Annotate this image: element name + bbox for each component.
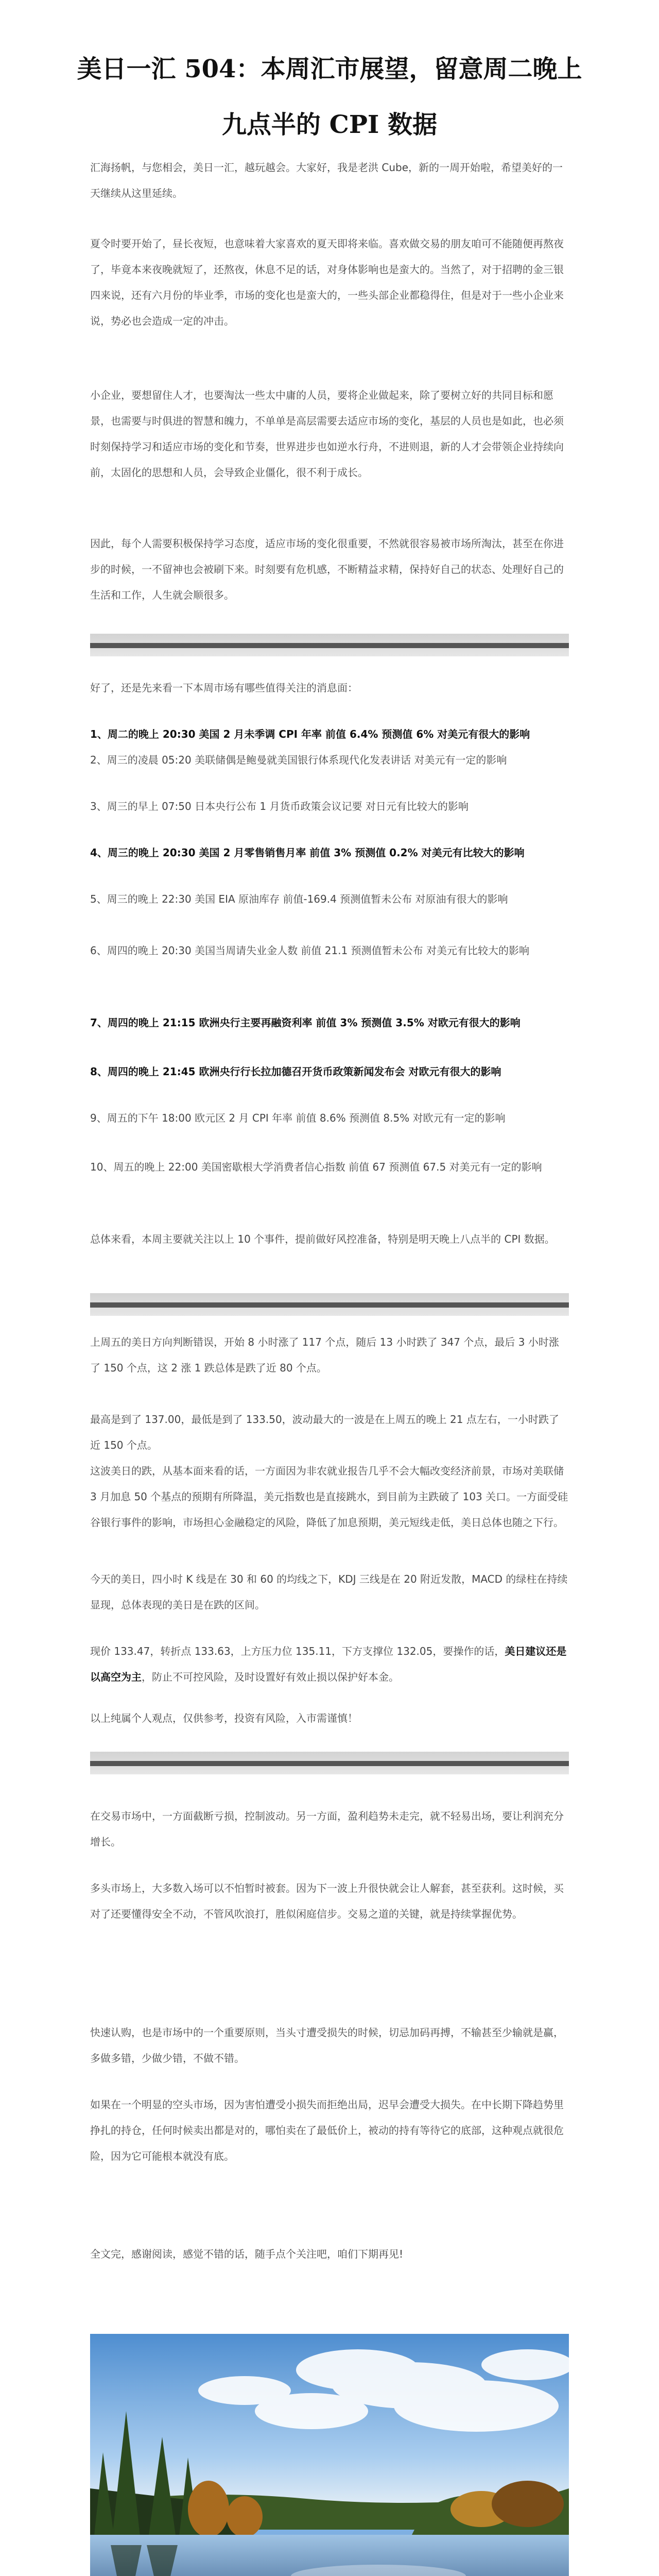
event-item-3: 3、周三的早上 07:50 日本央行公布 1 月货币政策会议记要 对日元有比较大的影响	[90, 800, 469, 812]
analysis-paragraph-3: 这波美日的跌，从基本面来看的话，一方面因为非农就业报告几乎不会大幅改变经济前景，市场对美联储 3 月加息 50 个基点的预期有所降温，美元指数也是直接跳水，到目前为主跌破了 103 关口。一方面受硅谷银行事件的影响，市场担心金融稳定的风险，降低了加息预期，美元短线走低，美日总体也随之下行。	[90, 1465, 568, 1529]
landscape-illustration	[90, 2334, 569, 2576]
price-paragraph	[90, 1638, 569, 1690]
events-summary: 总体来看，本周主要就关注以上 10 个事件，提前做好风控准备，特别是明天晚上八点半的 CPI 数据。	[90, 1233, 555, 1245]
analysis-paragraph-2: 最高是到了 137.00，最低是到了 133.50，波动最大的一波是在上周五的晚上 21 点左右，一小时跌了近 150 个点。	[90, 1413, 559, 1451]
events-intro: 好了，还是先来看一下本周市场有哪些值得关注的消息面：	[90, 682, 358, 694]
closing-paragraph-4: 如果在一个明显的空头市场，因为害怕遭受小损失而拒绝出局，迟早会遭受大损失。在中长期下降趋势里挣扎的持仓，任何时候卖出都是对的，哪怕卖在了最低价上，被动的持有等待它的底部，这种观点就很危险，因为它可能根本就没有底。	[90, 2098, 564, 2162]
analysis-paragraph-4: 今天的美日，四小时 K 线是在 30 和 60 的均线之下，KDJ 三线是在 20 附近发散，MACD 的绿柱在持续显现，总体表现的美日是在跌的区间。	[90, 1573, 568, 1611]
event-item-2: 2、周三的凌晨 05:20 美联储偶是鲍曼就美国银行体系现代化发表讲话 对美元有一定的影响	[90, 754, 507, 766]
event-item-9: 9、周五的下午 18:00 欧元区 2 月 CPI 年率 前值 8.6% 预测值 8.5% 对欧元有一定的影响	[90, 1112, 506, 1124]
article-title: 美日一汇 504：本周汇市展望，留意周二晚上九点半的 CPI 数据	[77, 55, 582, 139]
intro-paragraph-1: 汇海扬帆，与您相会，美日一汇，越玩越会。大家好，我是老洪 Cube，新的一周开始啦，希望美好的一天继续从这里延续。	[90, 161, 563, 199]
event-item-5: 5、周三的晚上 22:30 美国 EIA 原油库存 前值-169.4 预测值暂未公布 对原油有很大的影响	[90, 893, 508, 905]
closing-paragraph-2: 多头市场上，大多数入场可以不怕暂时被套。因为下一波上升很快就会让人解套，甚至获利。这时候，买对了还要懂得安全不动，不管风吹浪打，胜似闲庭信步。交易之道的关键，就是持续掌握优势。	[90, 1882, 564, 1920]
section-divider-1	[90, 634, 569, 656]
analysis-paragraph-1: 上周五的美日方向判断错误，开始 8 小时涨了 117 个点，随后 13 小时跌了 347 个点，最后 3 小时涨了 150 个点，这 2 涨 1 跌总体是跌了近 80 个点。	[90, 1336, 559, 1374]
section-divider-3	[90, 1752, 569, 1774]
final-line: 全文完，感谢阅读，感觉不错的话，随手点个关注吧，咱们下期再见!	[90, 2248, 404, 2260]
landscape-image	[90, 2334, 569, 2576]
intro-paragraph-3: 小企业，要想留住人才，也要淘汰一些太中庸的人员，要将企业做起来，除了要树立好的共同目标和愿景，也需要与时俱进的智慧和魄力，不单单是高层需要去适应市场的变化，基层的人员也是如此，也必须时刻保持学习和适应市场的变化和节奏，世界进步也如逆水行舟，不进则退，新的人才会带领企业持续向前，太固化的思想和人员，会导致企业僵化，很不利于成长。	[90, 389, 564, 479]
intro-paragraph-4: 因此，每个人需要积极保持学习态度，适应市场的变化很重要，不然就很容易被市场所淘汰，甚至在你进步的时候，一不留神也会被刷下来。时刻要有危机感，不断精益求精，保持好自己的状态、处理好自己的生活和工作，人生就会顺很多。	[90, 537, 564, 601]
intro-paragraph-2: 夏令时要开始了，昼长夜短，也意味着大家喜欢的夏天即将来临。喜欢做交易的朋友咱可不能随便再熬夜了，毕竟本来夜晚就短了，还熬夜，休息不足的话，对身体影响也是蛮大的。当然了，对于招聘的金三银四来说，还有六月份的毕业季，市场的变化也是蛮大的，一些头部企业都稳得住，但是对于一些小企业来说，势必也会造成一定的冲击。	[90, 238, 564, 327]
event-item-7: 7、周四的晚上 21:15 欧洲央行主要再融资利率 前值 3% 预测值 3.5% 对欧元有很大的影响	[90, 1016, 521, 1029]
closing-paragraph-3: 快速认购，也是市场中的一个重要原则，当头寸遭受损失的时候，切忌加码再搏，不输甚至少输就是赢，多做多错，少做少错，不做不错。	[90, 2026, 564, 2064]
closing-paragraph-1: 在交易市场中，一方面截断亏损，控制波动。另一方面，盈利趋势未走完，就不轻易出场，要让利润充分增长。	[90, 1810, 564, 1848]
event-item-6: 6、周四的晚上 20:30 美国当周请失业金人数 前值 21.1 预测值暂未公布 对美元有比较大的影响	[90, 944, 530, 957]
event-item-8: 8、周四的晚上 21:45 欧洲央行行长拉加德召开货币政策新闻发布会 对欧元有很大的影响	[90, 1065, 501, 1078]
price-text: 现价 133.47，转折点 133.63，上方压力位 135.11，下方支撑位 132.05，要操作的话，	[90, 1645, 505, 1657]
event-item-1: 1、周二的晚上 20:30 美国 2 月未季调 CPI 年率 前值 6.4% 预测值 6% 对美元有很大的影响	[90, 728, 530, 740]
event-item-10: 10、周五的晚上 22:00 美国密歇根大学消费者信心指数 前值 67 预测值 67.5 对美元有一定的影响	[90, 1161, 542, 1173]
section-divider-2	[90, 1293, 569, 1316]
price-tail: ，防止不可控风险，及时设置好有效止损以保护好本金。	[142, 1671, 399, 1683]
price-recommendation: 美日建议还是以高空为主	[90, 1645, 567, 1683]
disclaimer: 以上纯属个人观点，仅供参考，投资有风险，入市需谨慎！	[90, 1712, 358, 1724]
event-item-4: 4、周三的晚上 20:30 美国 2 月零售销售月率 前值 3% 预测值 0.2% 对美元有比较大的影响	[90, 846, 525, 859]
